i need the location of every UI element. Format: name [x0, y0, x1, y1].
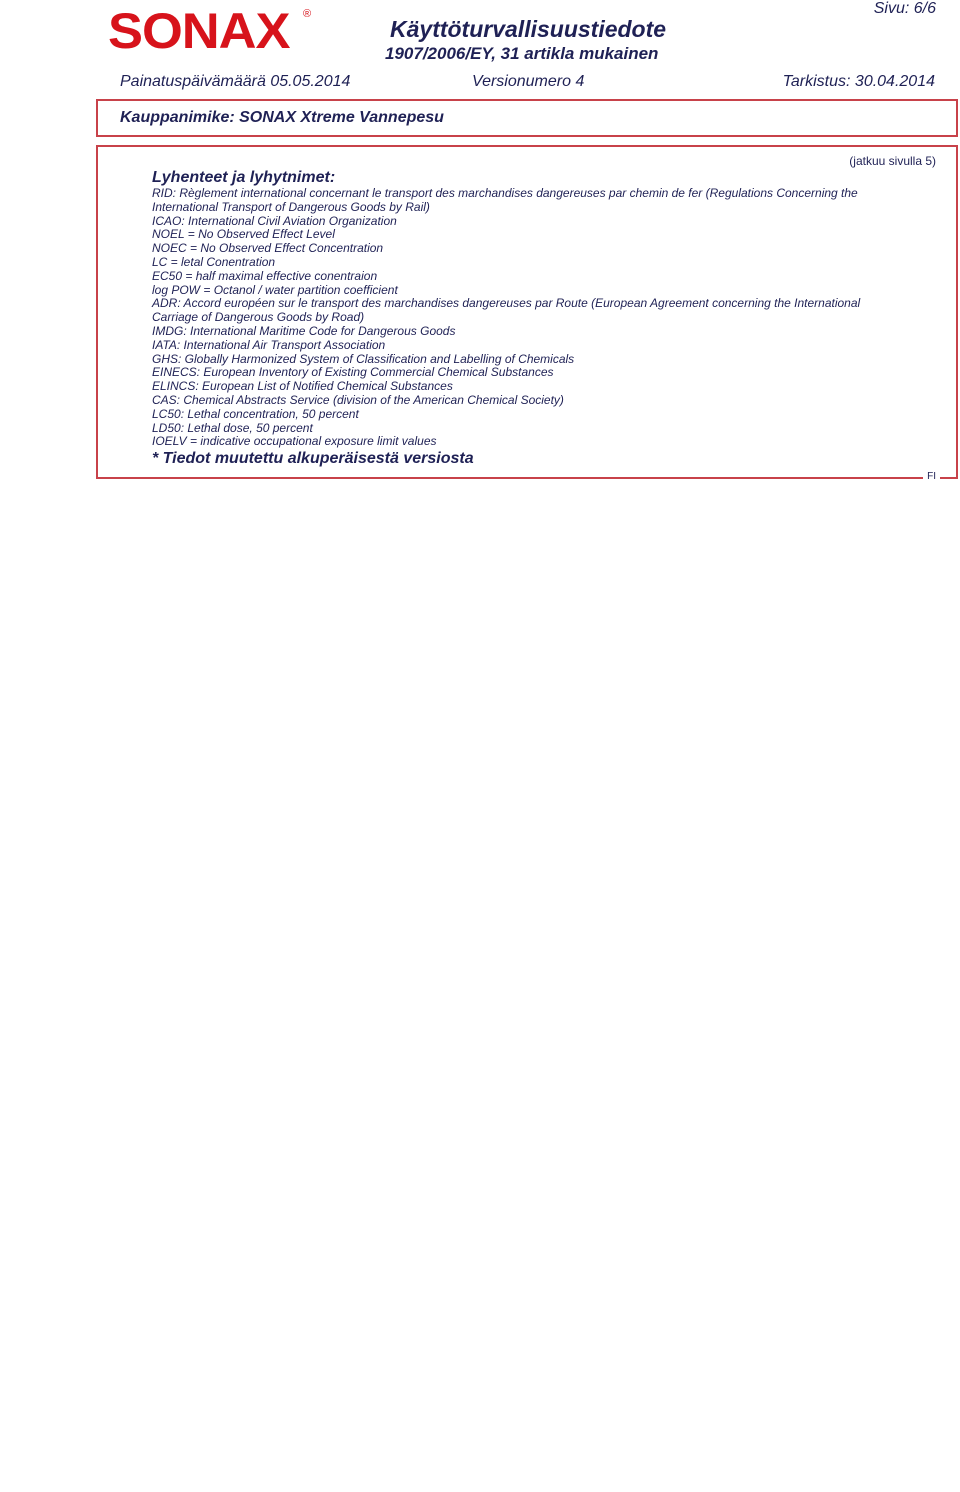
revision-date: Tarkistus: 30.04.2014: [782, 73, 935, 90]
list-item: ELINCS: European List of Notified Chemical Substances: [152, 379, 453, 394]
section-title: Lyhenteet ja lyhytnimet:: [152, 169, 336, 186]
page-number: Sivu: 6/6: [873, 0, 936, 17]
version-number: Versionumero 4: [472, 73, 585, 90]
abbreviations-section: [96, 145, 958, 479]
list-item: EC50 = half maximal effective conentraion: [152, 268, 378, 283]
list-item: NOEC = No Observed Effect Concentration: [152, 241, 384, 256]
list-item: CAS: Chemical Abstracts Service (division of the American Chemical Society): [152, 392, 564, 407]
list-item: RID: Règlement international concernant le transport des marchandises dangereuses par chemin de fer (Regulations Concerning the International Transport of Dangerous Goods by Rail): [152, 186, 858, 214]
list-item: GHS: Globally Harmonized System of Classification and Labelling of Chemicals: [152, 351, 575, 366]
changed-from-original-note: * Tiedot muutettu alkuperäisestä versiosta: [152, 450, 474, 467]
sonax-logo: [108, 3, 314, 59]
document-subtitle: 1907/2006/EY, 31 artikla mukainen: [385, 44, 659, 63]
registered-mark-icon: ®: [303, 8, 312, 20]
logo-text: SONAX: [108, 3, 290, 59]
document-title: Käyttöturvallisuustiedote: [390, 16, 667, 42]
list-item: LC50: Lethal concentration, 50 percent: [152, 406, 359, 421]
list-item: LD50: Lethal dose, 50 percent: [152, 420, 313, 435]
list-item: IOELV = indicative occupational exposure limit values: [152, 434, 437, 449]
language-code: FI: [923, 471, 940, 482]
list-item: LC = letal Conentration: [152, 254, 276, 269]
list-item: log POW = Octanol / water partition coefficient: [152, 282, 398, 297]
list-item: IATA: International Air Transport Association: [152, 337, 386, 352]
list-item: EINECS: European Inventory of Existing Commercial Chemical Substances: [152, 365, 554, 380]
continued-note: (jatkuu sivulla 5): [849, 154, 936, 168]
trade-name-box: [96, 99, 958, 137]
list-item: IMDG: International Maritime Code for Dangerous Goods: [152, 323, 456, 338]
print-date: Painatuspäivämäärä 05.05.2014: [120, 73, 351, 90]
abbreviations-list: [152, 187, 897, 449]
list-item: NOEL = No Observed Effect Level: [152, 227, 335, 242]
list-item: ADR: Accord européen sur le transport des marchandises dangereuses par Route (European Agreement concerning the International Carriage of Dangerous Goods by Road): [152, 296, 861, 325]
trade-name: Kauppanimike: SONAX Xtreme Vannepesu: [120, 109, 444, 126]
list-item: ICAO: International Civil Aviation Organization: [152, 213, 397, 228]
